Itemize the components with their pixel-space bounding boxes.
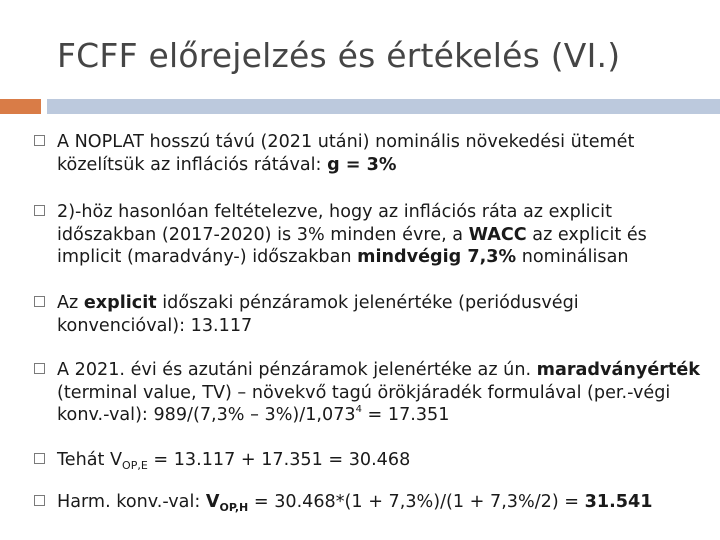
bullet-text: A 2021. évi és azutáni pénzáramok jelenértéke az ún. [57, 360, 537, 380]
bullet-text: = 30.468*(1 + 7,3%)/(1 + 7,3%/2) = [248, 492, 585, 512]
bullet-text: Harm. konv.-val: [57, 492, 206, 512]
terminal-value-label: maradványérték [536, 360, 700, 380]
bullet-item-harmonic [57, 491, 707, 514]
checkbox-bullet-icon [34, 363, 45, 374]
accent-bar-orange [0, 99, 41, 114]
value-letter: V [205, 492, 220, 512]
value-symbol [206, 492, 248, 512]
checkbox-bullet-icon [34, 205, 45, 216]
checkbox-bullet-icon [34, 495, 45, 506]
bullet-text: időszaki pénzáramok jelenértéke (periódusvégi konvencióval): 13.117 [57, 293, 579, 336]
bullet-text: Tehát V [57, 450, 123, 470]
bullet-text: = 17.351 [361, 405, 450, 425]
wacc-label: WACC [468, 224, 527, 245]
checkbox-bullet-icon [34, 296, 45, 307]
bullet-text: az explicit és implicit (maradvány-) időszakban [57, 224, 647, 267]
bullet-item-wacc [57, 201, 707, 269]
bullet-text: nominálisan [516, 247, 629, 267]
bullet-text: (terminal value, TV) – növekvő tagú örökjáradék formulával (per.-végi konv.-val): 989/(7,3% – 3%)/1,073 [57, 382, 671, 425]
bullet-item-terminal-value [57, 359, 707, 427]
bullet-text: 2)-höz hasonlóan feltételezve, hogy az inflációs ráta az explicit időszakban (2017-2020) is 3% minden évre, a [57, 202, 612, 245]
bullet-item-noplat [57, 131, 707, 176]
bullet-item-explicit [57, 292, 707, 337]
exponent: 4 [355, 404, 362, 415]
checkbox-bullet-icon [34, 135, 45, 146]
explicit-label: explicit [83, 293, 157, 313]
slide-title: FCFF előrejelzés és értékelés (VI.) [57, 36, 621, 75]
checkbox-bullet-icon [34, 453, 45, 464]
subscript: OP,H [219, 501, 249, 514]
accent-bar-blue [47, 99, 720, 114]
bullet-text: Az [57, 293, 84, 313]
result-value: 31.541 [584, 492, 653, 512]
wacc-value: mindvégig 7,3% [357, 247, 517, 267]
growth-rate: g = 3% [327, 154, 397, 175]
bullet-text: = 13.117 + 17.351 = 30.468 [147, 450, 411, 470]
bullet-text: A NOPLAT hosszú távú (2021 utáni) nominális növekedési ütemét közelítsük az inflációs rátával: [57, 132, 635, 175]
bullet-item-total [57, 449, 707, 472]
subscript: OP,E [122, 459, 148, 472]
